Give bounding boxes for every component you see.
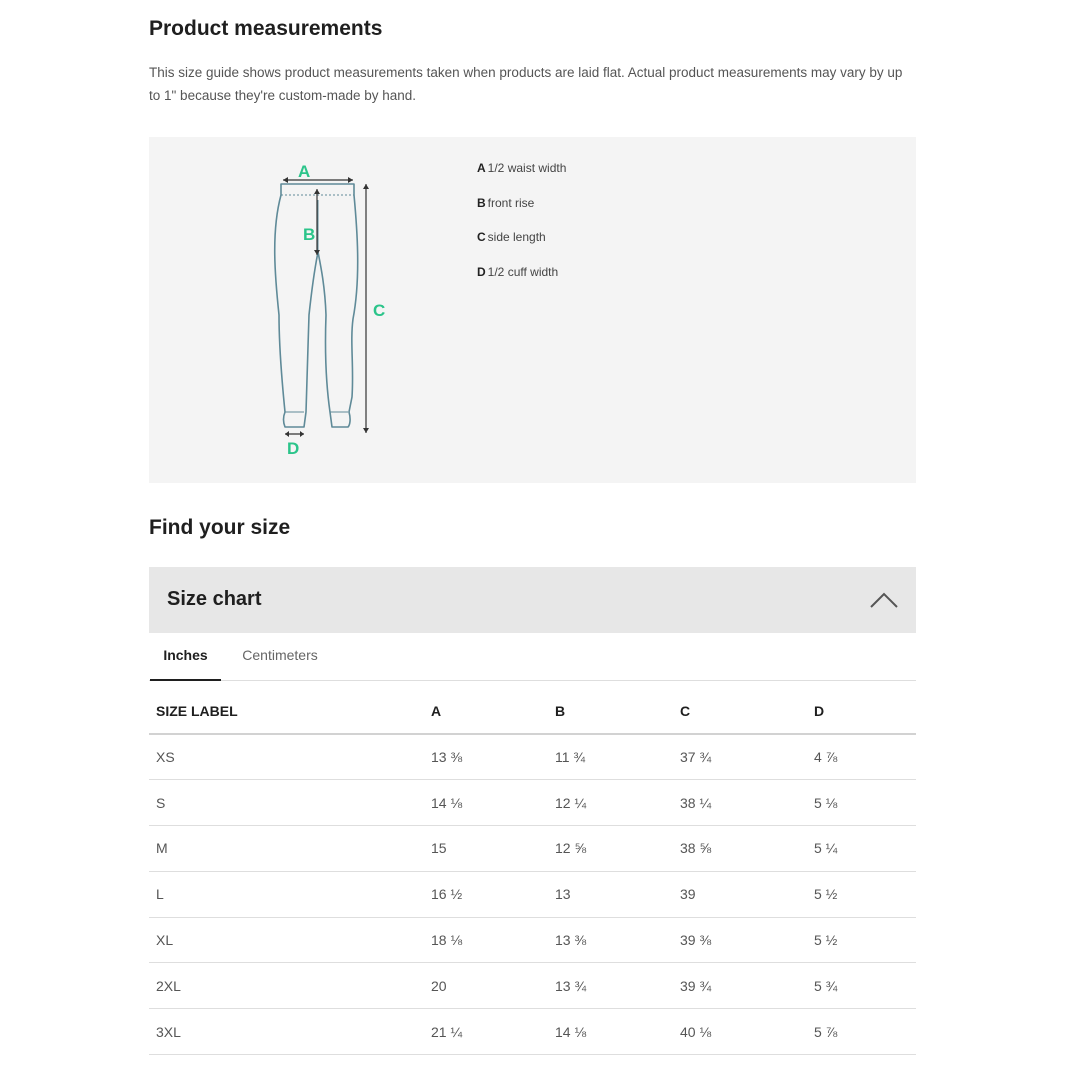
table-row: [149, 963, 916, 1009]
table-cell: 40 ⅛: [673, 1009, 807, 1055]
table-cell: 21 ¼: [424, 1009, 548, 1055]
table-cell: 13 ¾: [548, 963, 673, 1009]
legend-label: side length: [487, 230, 546, 244]
measurement-legend: [477, 160, 566, 298]
size-label-cell: XS: [149, 734, 424, 780]
size-label-cell: 3XL: [149, 1009, 424, 1055]
table-cell: 5 ¼: [807, 826, 916, 872]
size-chart-table: [149, 687, 916, 1055]
column-header-size-label: SIZE LABEL: [149, 687, 424, 734]
table-cell: 5 ⅞: [807, 1009, 916, 1055]
legend-key: B: [477, 195, 486, 210]
table-cell: 13: [548, 871, 673, 917]
size-label-cell: L: [149, 871, 424, 917]
dimension-c: [363, 184, 369, 433]
table-cell: 12 ⅝: [548, 826, 673, 872]
product-measurements-title: Product measurements: [149, 17, 383, 40]
legend-key: D: [477, 264, 486, 279]
column-header-c: C: [673, 687, 807, 734]
table-row: [149, 1009, 916, 1055]
letter-d: D: [287, 439, 300, 458]
table-cell: 39 ⅜: [673, 917, 807, 963]
table-cell: 13 ⅜: [548, 917, 673, 963]
legend-key: C: [477, 230, 486, 244]
find-your-size-title: Find your size: [149, 516, 291, 539]
table-cell: 20: [424, 963, 548, 1009]
legend-item-d: [477, 264, 566, 299]
size-label-cell: M: [149, 826, 424, 872]
table-cell: 38 ¼: [673, 780, 807, 826]
column-header-d: D: [807, 687, 916, 734]
unit-tabs: [149, 633, 916, 681]
table-cell: 5 ⅛: [807, 780, 916, 826]
tab-centimeters[interactable]: Centimeters: [242, 647, 318, 663]
table-row: [149, 780, 916, 826]
column-header-a: A: [424, 687, 548, 734]
legend-key: A: [477, 161, 486, 175]
size-chart-title: Size chart: [167, 588, 262, 610]
table-cell: 16 ½: [424, 871, 548, 917]
table-cell: 39 ¾: [673, 963, 807, 1009]
table-cell: 39: [673, 871, 807, 917]
table-cell: 14 ⅛: [548, 1009, 673, 1055]
legend-item-a: [477, 160, 566, 195]
table-cell: 12 ¼: [548, 780, 673, 826]
size-chart-accordion[interactable]: [149, 567, 916, 633]
table-cell: 14 ⅛: [424, 780, 548, 826]
size-label-cell: S: [149, 780, 424, 826]
table-header-row: [149, 687, 916, 734]
table-row: [149, 871, 916, 917]
pants-outline: [275, 184, 358, 427]
measurements-description: This size guide shows product measurements taken when products are laid flat. Actual product measurements may vary by up to 1" because they're custom-made by hand.: [149, 65, 903, 103]
legend-label: 1/2 waist width: [487, 161, 567, 175]
table-row: [149, 734, 916, 780]
letter-b: B: [303, 225, 316, 244]
dimension-a: [283, 177, 353, 183]
table-cell: 18 ⅛: [424, 917, 548, 963]
column-header-b: B: [548, 687, 673, 734]
table-cell: 13 ⅜: [424, 734, 548, 780]
table-row: [149, 917, 916, 963]
table-cell: 4 ⅞: [807, 734, 916, 780]
table-cell: 38 ⅝: [673, 826, 807, 872]
legend-label: 1/2 cuff width: [487, 264, 559, 279]
table-cell: 37 ¾: [673, 734, 807, 780]
size-label-cell: 2XL: [149, 963, 424, 1009]
table-cell: 11 ¾: [548, 734, 673, 780]
legend-item-b: [477, 195, 566, 230]
table-cell: 5 ¾: [807, 963, 916, 1009]
letter-a: A: [298, 162, 311, 181]
table-cell: 5 ½: [807, 917, 916, 963]
chevron-up-icon: [869, 590, 899, 610]
table-row: [149, 826, 916, 872]
tab-inches[interactable]: Inches: [150, 633, 221, 681]
table-cell: 5 ½: [807, 871, 916, 917]
dimension-d: [285, 431, 304, 437]
legend-item-c: [477, 229, 566, 264]
measurement-diagram: [149, 137, 916, 483]
letter-c: C: [373, 301, 386, 320]
legend-label: front rise: [487, 195, 535, 210]
size-label-cell: XL: [149, 917, 424, 963]
table-cell: 15: [424, 826, 548, 872]
